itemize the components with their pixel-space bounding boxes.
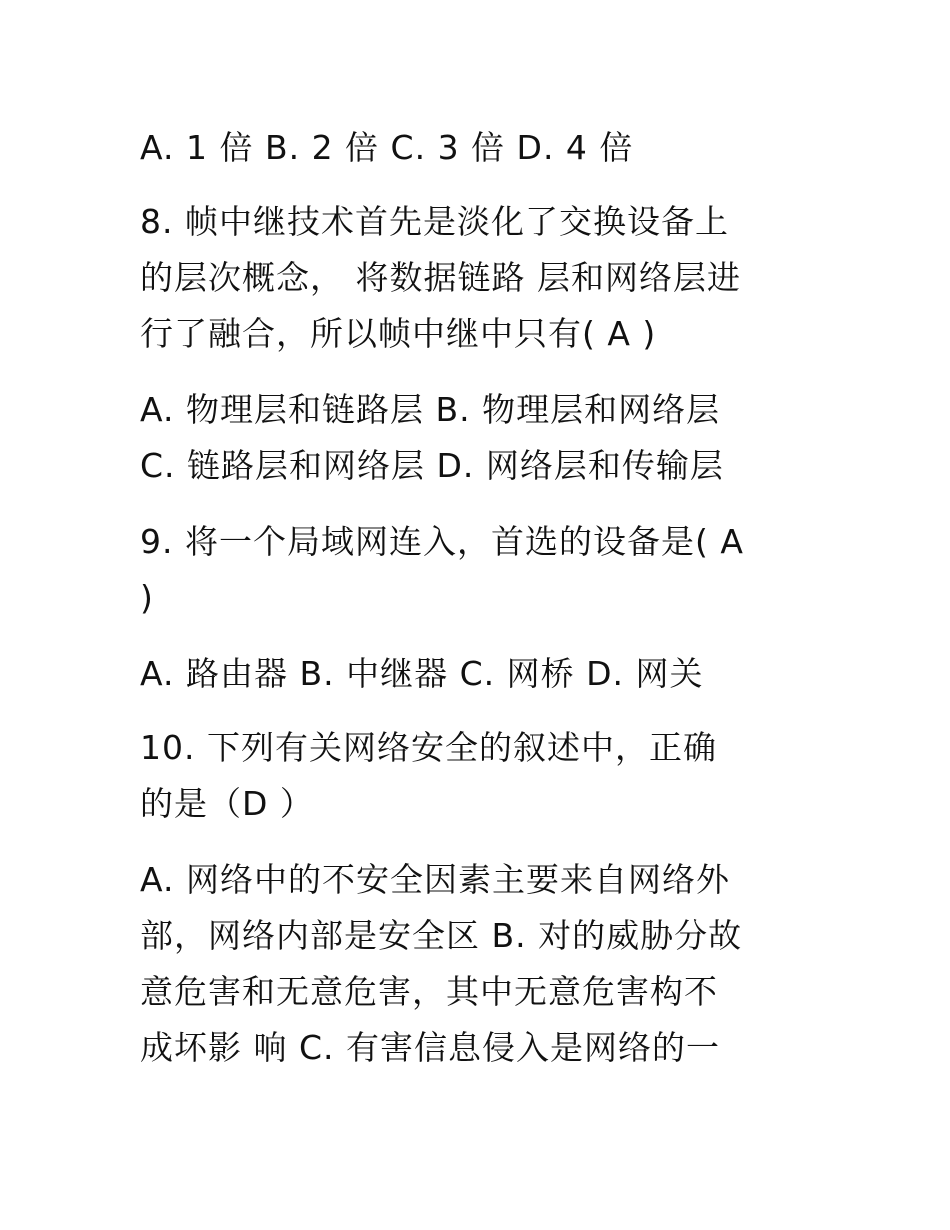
q10-text-line-1: 10. 下列有关网络安全的叙述中，正确 bbox=[140, 728, 717, 767]
q10-options-line-2: 部，网络内部是安全区 B. 对的威胁分故 bbox=[140, 916, 743, 955]
q8-text-line-1: 8. 帧中继技术首先是淡化了交换设备上 bbox=[140, 202, 729, 241]
q9-text-line-1: 9. 将一个局域网连入，首选的设备是( A bbox=[140, 522, 744, 561]
q10-options-line-4: 成坏影 响 C. 有害信息侵入是网络的一 bbox=[140, 1028, 721, 1067]
q9-text-line-2: ) bbox=[140, 578, 154, 617]
q10-options-line-3: 意危害和无意危害，其中无意危害构不 bbox=[140, 972, 718, 1011]
q10-options-line-1: A. 网络中的不安全因素主要来自网络外 bbox=[140, 860, 730, 899]
q7-options: A. 1 倍 B. 2 倍 C. 3 倍 D. 4 倍 bbox=[140, 128, 634, 167]
q8-text-line-2: 的层次概念， 将数据链路 层和网络层进 bbox=[140, 258, 741, 297]
q9-options: A. 路由器 B. 中继器 C. 网桥 D. 网关 bbox=[140, 654, 704, 693]
q8-options-line-2: C. 链路层和网络层 D. 网络层和传输层 bbox=[140, 446, 724, 485]
q8-options-line-1: A. 物理层和链路层 B. 物理层和网络层 bbox=[140, 390, 721, 429]
q10-text-line-2: 的是（D ） bbox=[140, 784, 314, 823]
q8-text-line-3: 行了融合，所以帧中继中只有( A ) bbox=[140, 314, 657, 353]
